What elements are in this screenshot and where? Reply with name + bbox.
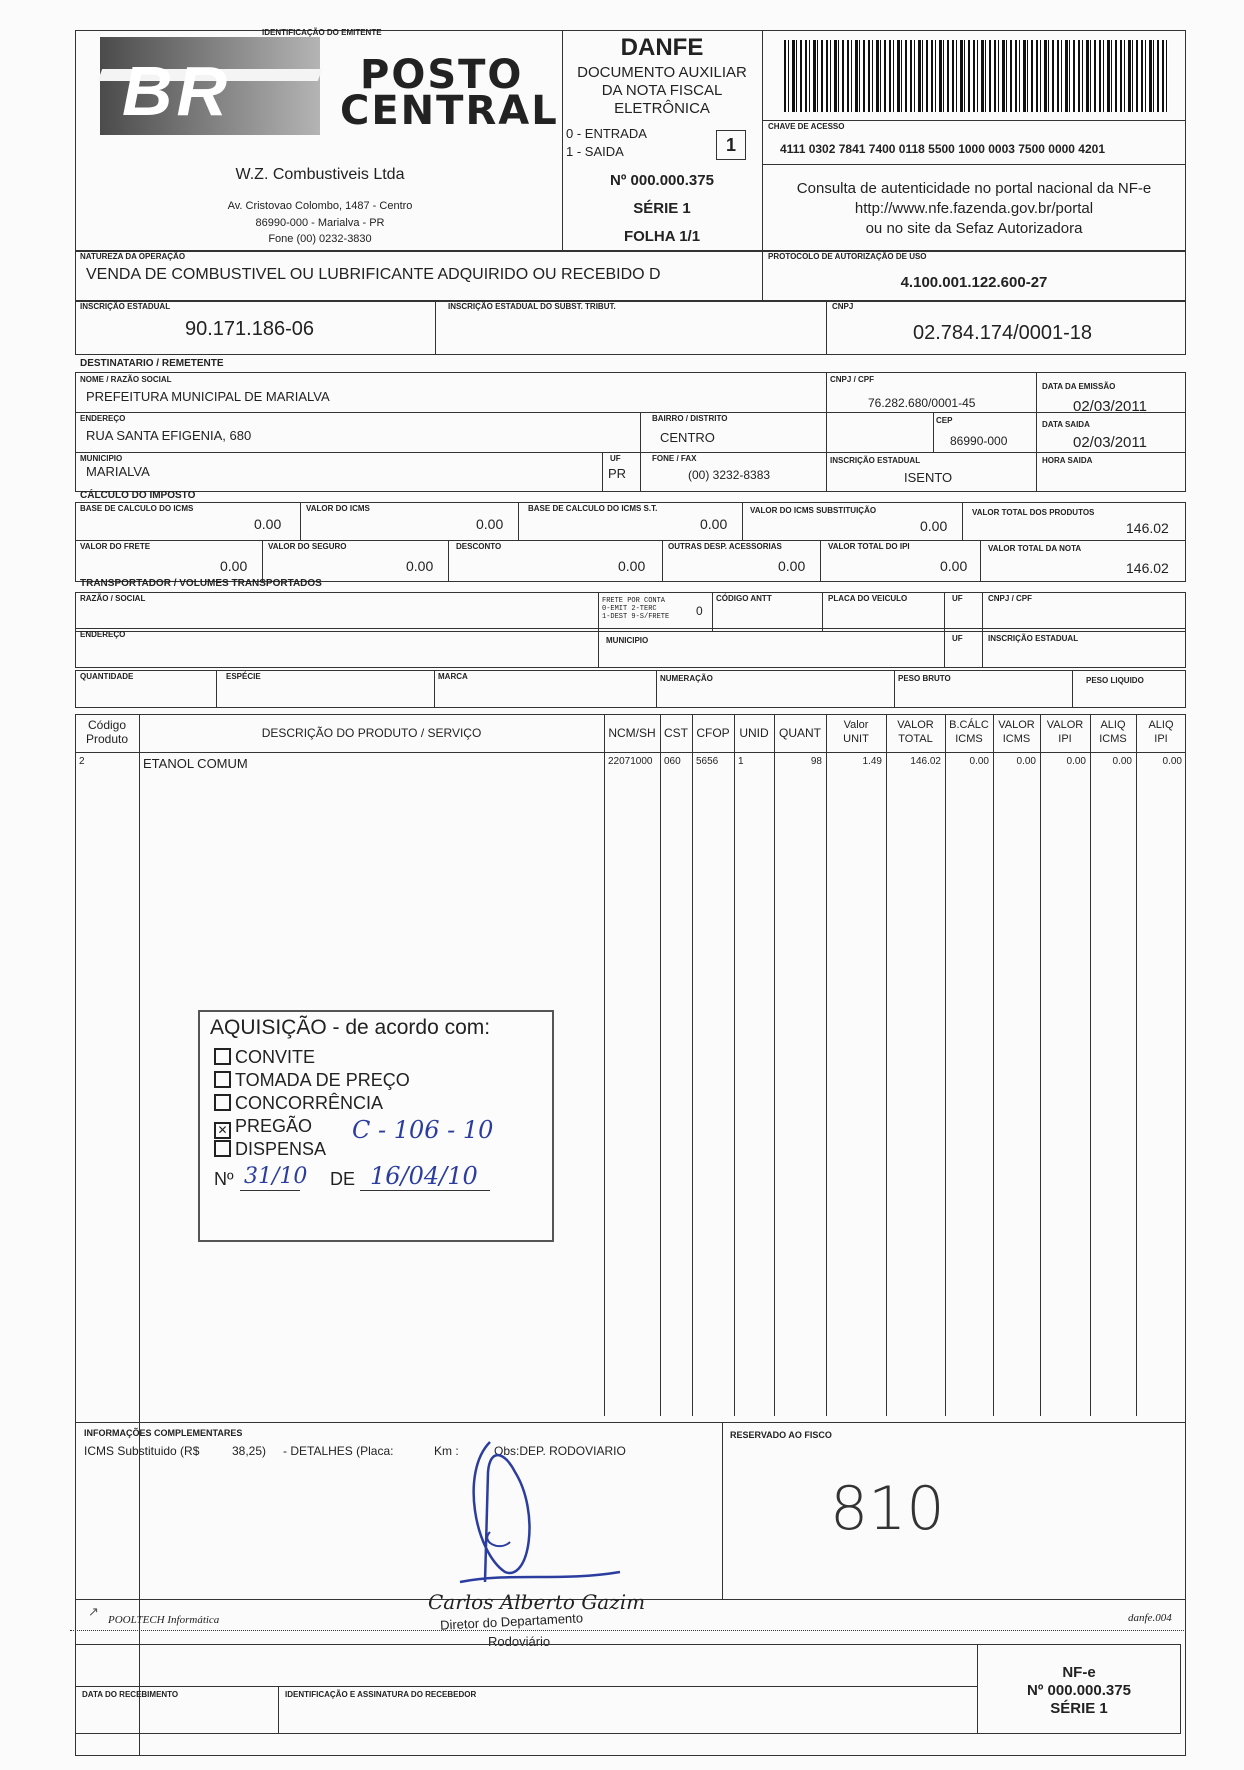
produtos-col-divider [692,714,693,1416]
info-text4: Km : [434,1444,459,1458]
header-cfop: CFOP [696,726,730,740]
bc-st: 0.00 [700,516,728,532]
produtos-col-divider [993,714,994,1416]
protocolo-value: 4.100.001.122.600-27 [900,274,1048,291]
emitente-endereco: Av. Cristovao Colombo, 1487 - Centro [227,200,413,212]
marca-label: MARCA [438,672,468,681]
especie-label: ESPÉCIE [226,672,261,681]
cell-aliq-ipi: 0.00 [1162,756,1182,767]
cell-valor-total: 146.02 [910,756,941,767]
nfe-numero: Nº 000.000.375 [1027,1682,1131,1699]
dest-emissao-label: DATA DA EMISSÃO [1042,382,1116,391]
stamp-opt-concorrencia: CONCORRÊNCIA [214,1092,383,1115]
info-text3: - DETALHES (Placa: [283,1444,394,1458]
seguro-label: VALOR DO SEGURO [268,542,347,551]
natureza-label: NATUREZA DA OPERAÇÃO [80,252,186,261]
info-text1: ICMS Substituido (R$ [84,1444,200,1458]
icms-label: VALOR DO ICMS [306,504,370,513]
nfe-label: NF-e [1062,1664,1096,1681]
cell-aliq-icms: 0.00 [1112,756,1132,767]
signature-cargo2: Rodoviário [488,1634,551,1649]
outras-label: OUTRAS DESP. ACESSORIAS [668,542,782,551]
bc-icms: 0.00 [254,516,282,532]
desconto: 0.00 [618,558,646,574]
checkbox-empty-icon [214,1048,231,1065]
frete-label: VALOR DO FRETE [80,542,151,551]
dest-municipio: MARIALVA [86,464,150,479]
cell-descricao: ETANOL COMUM [143,756,248,771]
cnpj-emit-value: 02.784.174/0001-18 [913,322,1093,344]
frete-opts-2: 0-EMIT 2-TERC [602,605,657,613]
ipi-label: VALOR TOTAL DO IPI [828,542,910,551]
frete-opts-3: 1-DEST 9-S/FRETE [602,613,670,621]
numeracao-label: NUMERAÇÃO [660,674,713,683]
produtos-col-divider [604,714,605,1416]
checkbox-checked-icon: ✕ [214,1122,231,1139]
header-valor-ipi: VALOR IPI [1046,719,1084,745]
total-prod: 146.02 [1126,520,1169,536]
dest-cnpj-label: CNPJ / CPF [830,375,875,384]
dest-nome: PREFEITURA MUNICIPAL DE MARIALVA [86,389,330,404]
transp-cnpj-label: CNPJ / CPF [988,594,1033,603]
info-text2: 38,25) [232,1444,267,1458]
dest-nome-label: NOME / RAZÃO SOCIAL [80,375,172,384]
header-aliq-icms: ALIQ ICMS [1099,719,1127,745]
produtos-col-divider [1136,714,1137,1416]
consulta-line2: http://www.nfe.fazenda.gov.br/portal [854,200,1094,217]
total-nota-label: VALOR TOTAL DA NOTA [988,544,1082,553]
danfe-line3: ELETRÔNICA [614,100,710,117]
peso-liquido-label: PESO LIQUIDO [1086,676,1144,685]
frete-opts-1: FRETE POR CONTA [602,597,666,605]
pooltech-logo-icon: ↗ [88,1604,99,1619]
danfe-title: DANFE [620,34,704,61]
stamp-nr-label: Nº [214,1169,234,1189]
header-valor-total: VALOR TOTAL [897,719,934,745]
form-code: danfe.004 [1128,1612,1172,1624]
header-valor-unit: Valor UNIT [843,719,869,745]
ident-recebedor-label: IDENTIFICAÇÃO E ASSINATURA DO RECEBEDOR [285,1690,477,1699]
danfe-numero: Nº 000.000.375 [610,172,714,189]
signature-scribble [420,1432,660,1592]
stamp-opt-dispensa: DISPENSA [214,1138,326,1161]
consulta-line1: Consulta de autenticidade no portal nacional da NF-e [796,180,1152,197]
dest-saida-label: DATA SAIDA [1042,420,1090,429]
dest-fone-label: FONE / FAX [652,454,697,463]
antt-label: CÓDIGO ANTT [716,594,772,603]
header-aliq-ipi: ALIQ IPI [1148,719,1174,745]
barcode [784,40,1169,112]
stamp-opt-convite: CONVITE [214,1046,315,1069]
transp-endereco-label: ENDEREÇO [80,630,126,639]
danfe-tipo: 1 [716,130,746,160]
recebimento-label: DATA DO RECEBIMENTO [82,1690,179,1699]
signature-cargo1: Diretor do Departamento [439,1610,584,1633]
info-label: INFORMAÇÕES COMPLEMENTARES [84,1428,243,1438]
dest-bairro-label: BAIRRO / DISTRITO [652,414,728,423]
danfe-line1: DOCUMENTO AUXILIAR [577,64,747,81]
signature-name: Carlos Alberto Gazim [428,1590,646,1614]
cnpj-emit-label: CNPJ [832,302,854,311]
danfe-saida: 1 - SAIDA [566,144,624,159]
icms-st: 0.00 [920,518,948,534]
peso-bruto-label: PESO BRUTO [898,674,951,683]
cell-ncm: 22071000 [608,756,653,767]
header-descricao: DESCRIÇÃO DO PRODUTO / SERVIÇO [261,726,482,740]
checkbox-empty-icon [214,1140,231,1157]
info-text5: Obs:DEP. RODOVIARIO [494,1444,626,1458]
produtos-col-divider [826,714,827,1416]
transp-ie-label: INSCRIÇÃO ESTADUAL [988,634,1079,643]
seguro: 0.00 [406,558,434,574]
dest-hora-label: HORA SAIDA [1042,456,1093,465]
stamp-title: AQUISIÇÃO - de acordo com: [210,1016,491,1039]
icms: 0.00 [476,516,504,532]
ie-label: INSCRIÇÃO ESTADUAL [80,302,171,311]
dest-uf: PR [608,466,627,481]
transp-razao-label: RAZÃO / SOCIAL [80,594,146,603]
dest-cep-label: CEP [936,416,953,425]
cut-line [70,1630,1186,1631]
dest-fone: (00) 3232-8383 [688,468,771,482]
br-logo [100,37,320,135]
cell-valor-icms: 0.00 [1016,756,1036,767]
cell-codigo: 2 [79,756,85,767]
dest-emissao: 02/03/2011 [1073,398,1147,415]
checkbox-empty-icon [214,1071,231,1088]
ie-st-label: INSCRIÇÃO ESTADUAL DO SUBST. TRIBUT. [448,302,616,311]
bc-icms-label: BASE DE CALCULO DO ICMS [80,504,194,513]
stamp-opt-tomada: TOMADA DE PREÇO [214,1069,410,1092]
checkbox-empty-icon [214,1094,231,1111]
nfe-serie: SÉRIE 1 [1050,1700,1108,1717]
header-unid: UNID [739,726,769,740]
produtos-col-divider [886,714,887,1416]
ipi: 0.00 [940,558,968,574]
dest-bairro: CENTRO [660,430,715,445]
total-prod-label: VALOR TOTAL DOS PRODUTOS [972,508,1095,517]
stamp-de-label: DE [330,1169,356,1189]
frete: 0.00 [220,558,248,574]
produtos-col-divider [660,714,661,1416]
imposto-section: CÁLCULO DO IMPOSTO [80,490,196,501]
produtos-header-line [75,752,1186,753]
dest-ie-label: INSCRIÇÃO ESTADUAL [830,456,921,465]
cell-cfop: 5656 [696,756,719,767]
transportador-section: TRANSPORTADOR / VOLUMES TRANSPORTADOS [80,578,322,589]
emitente-label: IDENTIFICAÇÃO DO EMITENTE [262,28,382,37]
dest-cep: 86990-000 [950,434,1008,448]
header-valor-icms: VALOR ICMS [998,719,1035,745]
stamp-nr-underline [240,1190,300,1191]
destinatario-section: DESTINATARIO / REMETENTE [80,358,224,369]
chave-label: CHAVE DE ACESSO [768,122,845,131]
danfe-folha: FOLHA 1/1 [623,228,701,245]
fisco-label: RESERVADO AO FISCO [730,1430,832,1440]
transp-uf2-label: UF [952,634,963,643]
cell-valor-ipi: 0.00 [1066,756,1086,767]
ie-value: 90.171.186-06 [185,318,315,340]
header-bc-icms: B.CÁLC ICMS [949,719,989,745]
produtos-col-divider [734,714,735,1416]
hand-nr: 31/10 [244,1164,308,1189]
dest-ie: ISENTO [904,470,953,485]
danfe-line2: DA NOTA FISCAL [601,82,723,99]
produtos-col-divider [1040,714,1041,1416]
brand-central: CENTRAL [340,88,559,134]
chave-value: 4111 0302 7841 7400 0118 5500 1000 0003 7500 0000 4201 [780,142,1106,156]
header-codigo: Código Produto [85,718,129,746]
transp-municipio-label: MUNICIPIO [606,636,649,645]
fisco-handwritten: 810 [830,1474,945,1544]
dest-endereco-label: ENDEREÇO [80,414,126,423]
cell-valor-unit: 1.49 [862,756,882,767]
br-logo-text: BR [122,52,232,130]
frete-val: 0 [696,604,703,618]
consulta-line3: ou no site da Sefaz Autorizadora [865,220,1083,237]
cell-cst: 060 [664,756,681,767]
hand-pregao-number: C - 106 - 10 [352,1116,494,1144]
placa-label: PLACA DO VEICULO [828,594,908,603]
danfe-entrada: 0 - ENTRADA [566,126,647,141]
software-name: POOLTECH Informática [108,1614,220,1626]
emitente-cidade: 86990-000 - Marialva - PR [255,217,385,229]
header-quant: QUANT [779,726,821,740]
produtos-col-divider [945,714,946,1416]
header-cst: CST [664,726,688,740]
stamp-de-underline [360,1190,490,1191]
danfe-serie: SÉRIE 1 [633,200,691,217]
desconto-label: DESCONTO [456,542,502,551]
outras: 0.00 [778,558,806,574]
transp-uf-label: UF [952,594,963,603]
stamp-opt-pregao: ✕ PREGÃO [214,1115,312,1139]
dest-uf-label: UF [610,454,621,463]
protocolo-label: PROTOCOLO DE AUTORIZAÇÃO DE USO [768,252,927,261]
qtd-label: QUANTIDADE [80,672,134,681]
natureza-value: VENDA DE COMBUSTIVEL OU LUBRIFICANTE ADQUIRIDO OU RECEBIDO D [86,266,661,283]
produtos-col-divider [1090,714,1091,1416]
emitente-razao: W.Z. Combustiveis Ltda [235,166,405,183]
dest-saida: 02/03/2011 [1073,434,1147,451]
brand-posto: POSTO [360,52,524,98]
cell-unid: 1 [738,756,744,767]
cell-bc-icms: 0.00 [969,756,989,767]
hand-date: 16/04/10 [370,1162,478,1190]
emitente-fone: Fone (00) 0232-3830 [268,233,372,245]
bc-st-label: BASE DE CALCULO DO ICMS S.T. [528,504,658,513]
icms-st-label: VALOR DO ICMS SUBSTITUIÇÃO [750,506,877,515]
dest-municipio-label: MUNICIPIO [80,454,123,463]
dest-endereco: RUA SANTA EFIGENIA, 680 [86,428,252,443]
header-ncm: NCM/SH [608,726,656,740]
cell-quant: 98 [810,756,822,767]
dest-cnpj: 76.282.680/0001-45 [868,396,976,410]
total-nota: 146.02 [1126,560,1169,576]
aquisicao-stamp [198,1010,554,1242]
produtos-col-divider [774,714,775,1416]
